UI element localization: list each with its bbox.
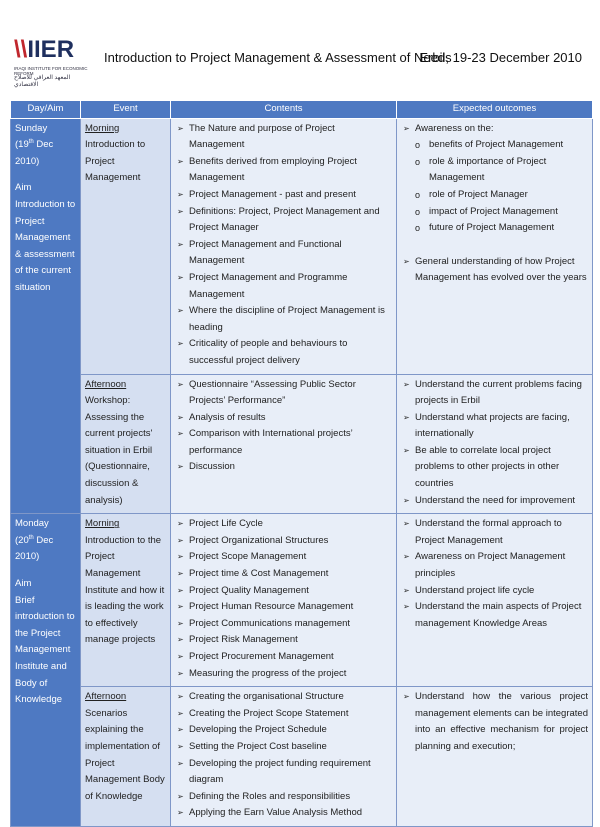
list-item: ➢ Criticality of people and behaviours to successful project delivery	[175, 336, 392, 369]
outcomes-list	[401, 689, 588, 755]
list-item: ➢ Benefits derived from employing Project Management	[175, 154, 392, 187]
list-item: o future of Project Management	[401, 220, 588, 237]
list-item: ➢ Where the discipline of Project Management is heading	[175, 303, 392, 336]
contents-cell	[171, 514, 397, 687]
list-item: ➢ Project Communications management	[175, 616, 392, 633]
session-description: Introduction to the Project Management Institute and how it is leading the work to effectively manage projects	[85, 534, 165, 646]
table-row	[11, 374, 593, 514]
list-item: ➢ Understand project life cycle	[401, 583, 588, 600]
day-name: Sunday	[15, 122, 48, 134]
outcomes-cell	[397, 514, 593, 687]
list-item: ➢ Creating the organisational Structure	[175, 689, 392, 706]
column-header-event: Event	[81, 101, 171, 119]
list-item: ➢ Creating the Project Scope Statement	[175, 706, 392, 723]
list-item: ➢ Understand what projects are facing, internationally	[401, 410, 588, 443]
day-name: Monday	[15, 518, 49, 530]
aim-label: Aim	[15, 182, 32, 194]
contents-cell	[171, 118, 397, 374]
list-item: ➢ Comparison with International projects’ performance	[175, 426, 392, 459]
day-date: (19th Dec 2010)	[15, 139, 54, 167]
contents-list	[175, 121, 392, 370]
outcomes-list	[401, 516, 588, 632]
aim-label: Aim	[15, 578, 32, 590]
list-item: ➢ Project Scope Management	[175, 549, 392, 566]
contents-list	[175, 377, 392, 477]
event-cell	[81, 118, 171, 374]
list-item: ➢ Project Risk Management	[175, 632, 392, 649]
list-item: ➢ Setting the Project Cost baseline	[175, 739, 392, 756]
event-cell	[81, 687, 171, 827]
document-title: Introduction to Project Management & Assessment of Needs	[104, 50, 452, 65]
list-item: ➢ Questionnaire “Assessing Public Sector Projects’ Performance”	[175, 377, 392, 410]
day-cell-sunday	[11, 118, 81, 514]
session-period: Morning	[85, 518, 120, 530]
list-item: o role & importance of Project Management	[401, 154, 588, 187]
list-item: ➢ General understanding of how Project Management has evolved over the years	[401, 254, 588, 287]
column-header-contents: Contents	[171, 101, 397, 119]
session-description: Introduction to Project Management	[85, 139, 146, 184]
outcomes-cell	[397, 374, 593, 514]
document-place-date: Erbil, 19-23 December 2010	[419, 50, 582, 65]
list-item: ➢ Project Management and Programme Management	[175, 270, 392, 303]
list-item: o impact of Project Management	[401, 204, 588, 221]
logo-arabic: المعهد العراقي للاصلاح الاقتصادي	[14, 75, 71, 88]
outcomes-cell	[397, 118, 593, 374]
list-item: ➢ Understand the need for improvement	[401, 493, 588, 510]
session-period: Afternoon	[85, 378, 127, 390]
contents-list	[175, 689, 392, 822]
iier-logo	[14, 36, 94, 88]
table-row	[11, 687, 593, 827]
list-item: ➢ Project Management and Functional Management	[175, 237, 392, 270]
list-item: ➢ Project Management - past and present	[175, 187, 392, 204]
list-item: ➢ Defining the Roles and responsibilities	[175, 789, 392, 806]
event-cell	[81, 374, 171, 514]
list-item: ➢ Developing the project funding requirement diagram	[175, 756, 392, 789]
outcomes-cell	[397, 687, 593, 827]
list-item: ➢ Project Procurement Management	[175, 649, 392, 666]
list-item: o benefits of Project Management	[401, 137, 588, 154]
list-item: o role of Project Manager	[401, 187, 588, 204]
contents-cell	[171, 374, 397, 514]
list-item: ➢ Understand the current problems facing projects in Erbil	[401, 377, 588, 410]
list-item: ➢ Project Quality Management	[175, 583, 392, 600]
outcomes-list	[401, 121, 588, 287]
day-cell-monday	[11, 514, 81, 827]
list-item: ➢ Developing the Project Schedule	[175, 722, 392, 739]
list-item: ➢ Awareness on Project Management principles	[401, 549, 588, 582]
list-item: ➢ Analysis of results	[175, 410, 392, 427]
list-item: ➢ Project Human Resource Management	[175, 599, 392, 616]
list-item: ➢ Understand the formal approach to Project Management	[401, 516, 588, 549]
list-item: ➢ Be able to correlate local project problems to other projects in other countries	[401, 443, 588, 493]
contents-cell	[171, 687, 397, 827]
logo-subtitle: IRAQI INSTITUTE FOR ECONOMIC REFORM	[14, 66, 88, 76]
session-description: Workshop: Assessing the current projects' situation in Erbil (Questionnaire, discussion & analysis)	[85, 395, 153, 506]
session-period: Morning	[85, 122, 120, 134]
day-date: (20th Dec 2010)	[15, 534, 54, 563]
event-cell	[81, 514, 171, 687]
table-header-row	[11, 101, 593, 119]
column-header-day-aim: Day/Aim	[11, 101, 81, 119]
aim-text: Introduction to Project Management & assessment of the current situation	[15, 198, 76, 293]
aim-text: Brief introduction to the Project Management Institute and Body of Knowledge	[15, 594, 75, 706]
list-item: ➢ Project Life Cycle	[175, 516, 392, 533]
table-row	[11, 118, 593, 374]
list-item: ➢ Discussion	[175, 459, 392, 476]
list-item: ➢ Project time & Cost Management	[175, 566, 392, 583]
table-row	[11, 514, 593, 687]
list-item: ➢ Applying the Earn Value Analysis Method	[175, 805, 392, 822]
agenda-table	[10, 100, 593, 827]
list-item: ➢ Measuring the progress of the project	[175, 666, 392, 683]
list-item: ➢ Understand how the various project management elements can be integrated into an effective mechanism for project planning and execution;	[401, 689, 588, 755]
list-item: ➢ Awareness on the:	[401, 121, 588, 138]
contents-list	[175, 516, 392, 682]
column-header-outcomes: Expected outcomes	[397, 101, 593, 119]
logo-mark: \\IIER	[14, 36, 75, 63]
list-item: ➢ Project Organizational Structures	[175, 533, 392, 550]
session-description: Scenarios explaining the implementation of Project Management Body of Knowledge	[85, 707, 165, 802]
list-item: ➢ The Nature and purpose of Project Management	[175, 121, 392, 154]
list-item: ➢ Understand the main aspects of Project management Knowledge Areas	[401, 599, 588, 632]
session-period: Afternoon	[85, 691, 127, 703]
list-item: ➢ Definitions: Project, Project Management and Project Manager	[175, 204, 392, 237]
outcomes-list	[401, 377, 588, 510]
